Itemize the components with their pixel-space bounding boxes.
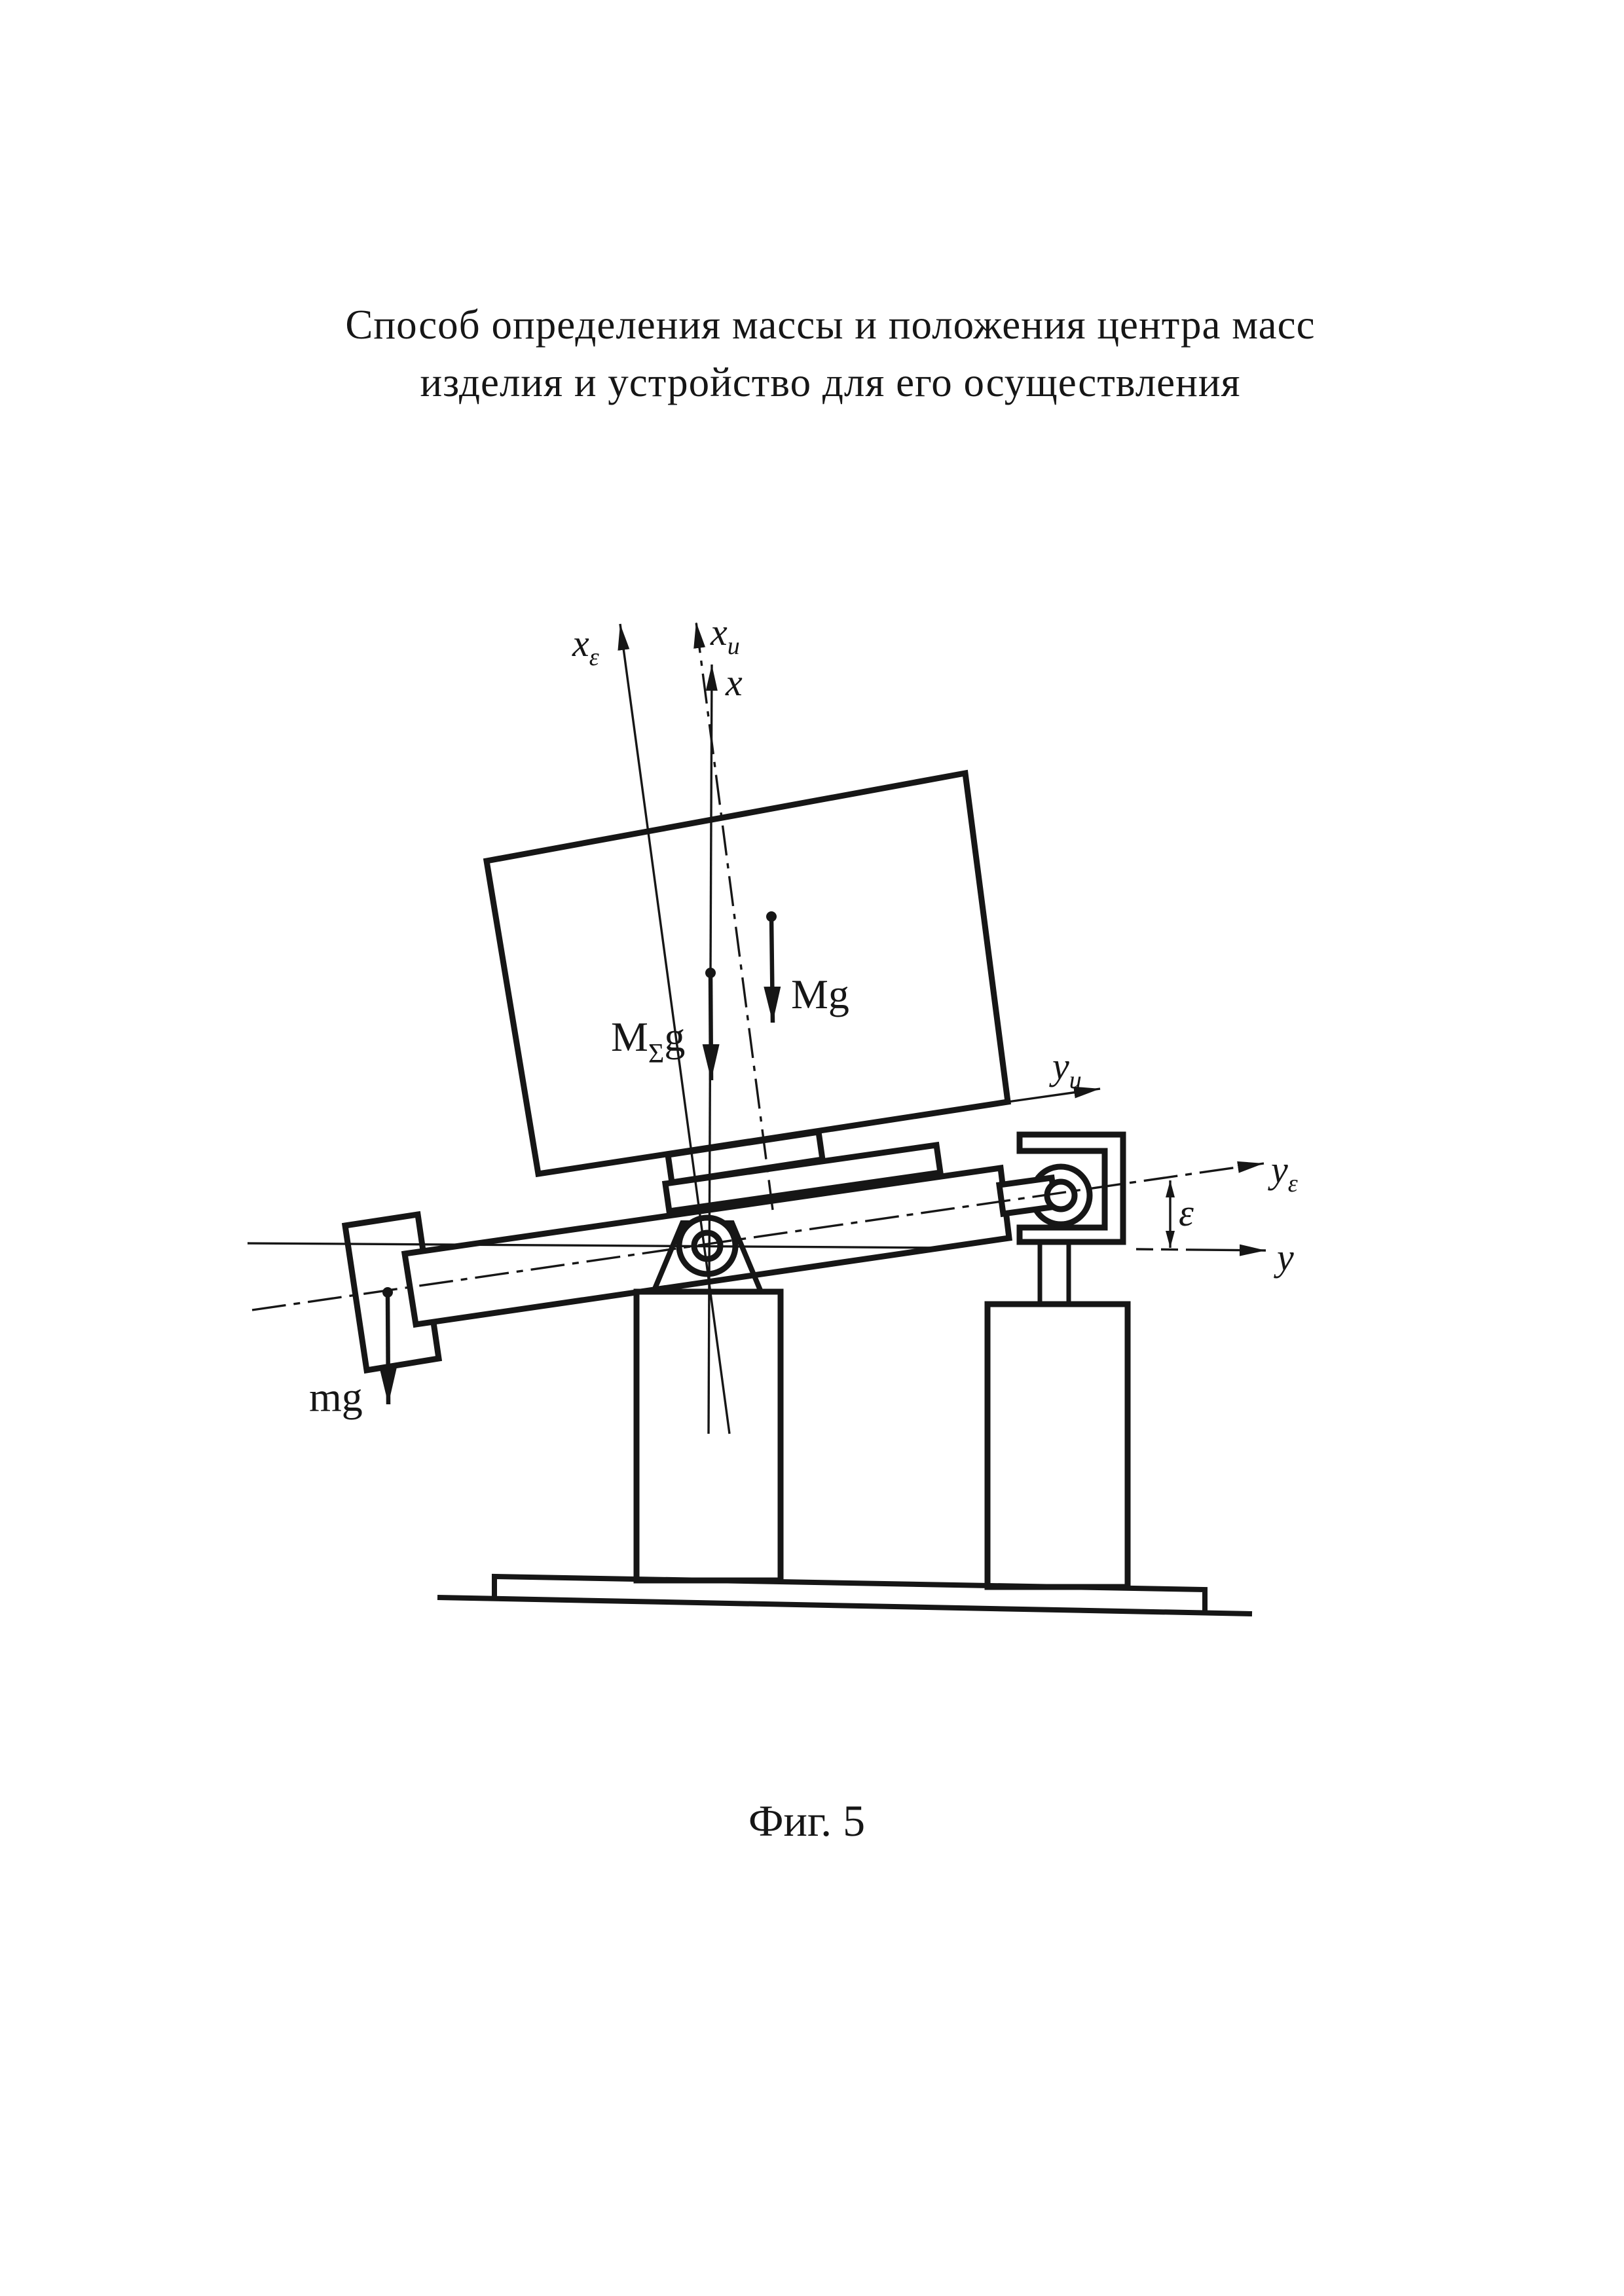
label-y-eps: $y_\varepsilon$ [1271,1148,1298,1197]
axis-y-i-line [1008,1089,1100,1102]
force-Msum-vector [710,973,711,1080]
label-x-i: $x_и$ [710,611,740,660]
label-y: y [1277,1236,1294,1279]
force-Mg-vector [771,917,773,1023]
figure-title-line2: изделия и устройство для его осуществления [420,359,1241,405]
figure-caption: Фиг. 5 [748,1796,866,1846]
label-force-Msum: $M_\Sigma g$ [611,1013,686,1069]
product-box [487,773,1008,1174]
label-y-i: $y_и$ [1052,1045,1082,1094]
label-epsilon: ε [1179,1192,1194,1234]
label-x: x [726,661,743,704]
ground-line [437,1597,1252,1614]
label-x-eps: $x_\varepsilon$ [572,622,599,671]
label-force-Mg: Mg [791,971,849,1017]
right-column [987,1304,1128,1587]
right-bearing-inner [1047,1182,1075,1209]
label-force-mg: mg [309,1374,363,1420]
figure-title-line1: Способ определения массы и положения центра масс [345,302,1316,348]
axis-y-line-right [1136,1249,1266,1250]
